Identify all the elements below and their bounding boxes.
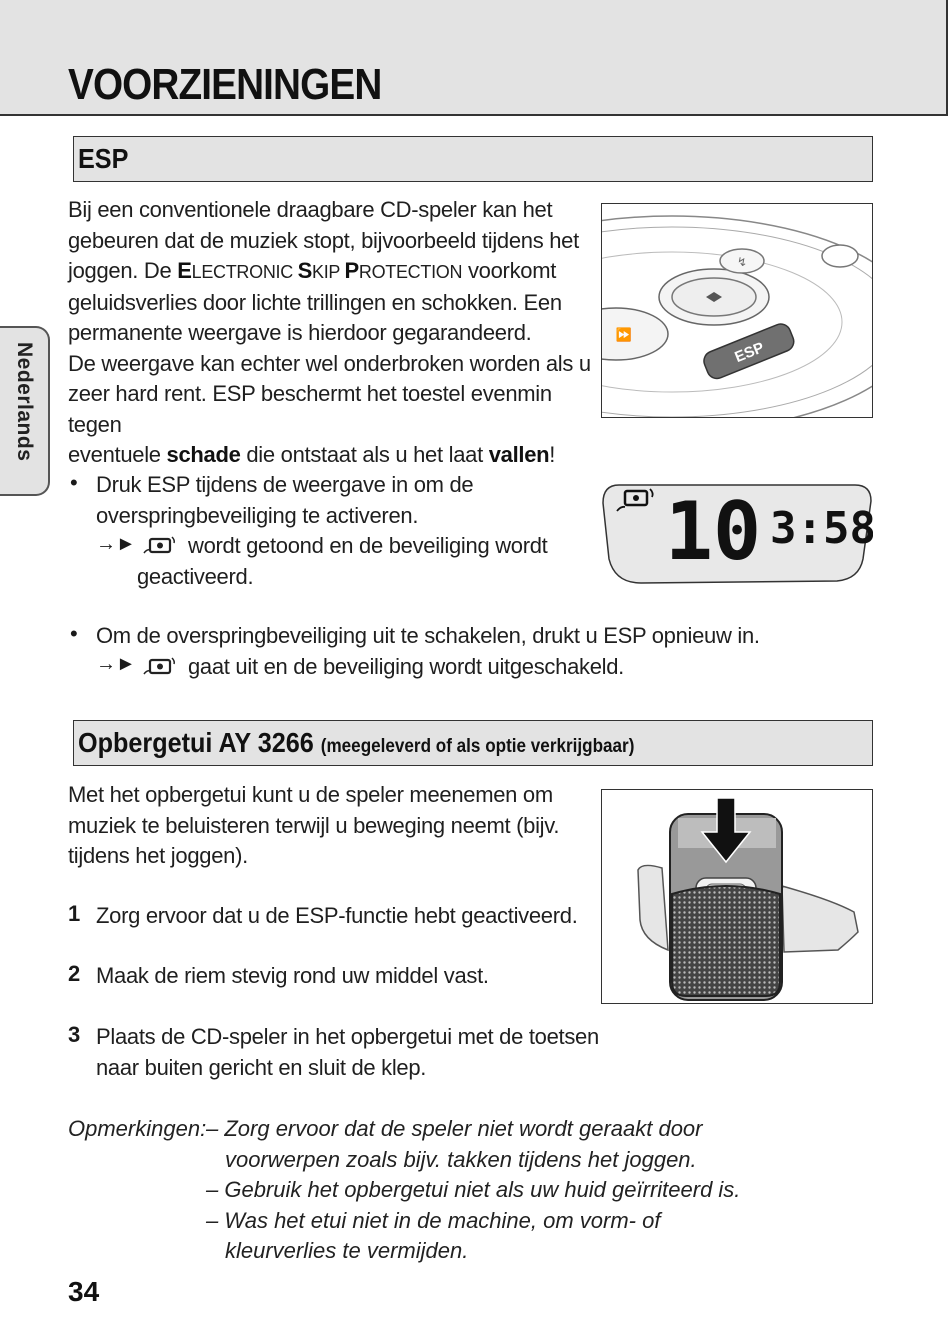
- acronym-letter: P: [344, 258, 359, 283]
- text-span: joggen. De: [68, 258, 178, 283]
- esp-line: [68, 440, 598, 471]
- lcd-time: 3:58: [770, 503, 873, 554]
- pouch-heading: [78, 721, 634, 769]
- text-span: ROTECTION: [358, 262, 463, 282]
- pouch-intro: [68, 780, 588, 872]
- esp-indicator-icon: [140, 654, 180, 680]
- notes-label: Opmerkingen:: [68, 1116, 207, 1141]
- esp-line: zeer hard rent. ESP beschermt het toestel evenmin tegen: [68, 381, 552, 437]
- note-line: voorwerpen zoals bijv. takken tijdens het joggen.: [225, 1146, 697, 1172]
- esp-heading: ESP: [78, 143, 129, 174]
- note-line: – Was het etui niet in de machine, om vorm- of: [206, 1207, 661, 1233]
- step-text: [96, 1022, 616, 1083]
- svg-text:↯: ↯: [736, 255, 748, 269]
- note-line: – Gebruik het opbergetui niet als uw huid geïrriteerd is.: [206, 1177, 741, 1202]
- acronym-letter: S: [297, 258, 312, 283]
- text-span: die ontstaat als u het laat: [240, 442, 489, 467]
- esp-line: Bij een conventionele draagbare CD-speler kan het: [68, 197, 553, 222]
- result-arrow-icon: →►: [96, 653, 136, 675]
- intro-line: tijdens het joggen).: [68, 843, 248, 868]
- lcd-display-figure: [601, 479, 873, 587]
- note-line: kleurverlies te vermijden.: [225, 1238, 469, 1263]
- esp-line: [68, 256, 598, 288]
- pouch-figure: [601, 789, 873, 1004]
- bullet-1-text: [96, 470, 596, 531]
- text-span: LECTRONIC: [191, 262, 298, 282]
- text-span: KIP: [312, 262, 345, 282]
- notes-list: [206, 1114, 766, 1267]
- result-2-text: gaat uit en de beveiliging wordt uitgeschakeld.: [188, 654, 624, 679]
- step-text: Zorg ervoor dat u de ESP-functie hebt geactiveerd.: [96, 903, 578, 928]
- emphasis: schade: [166, 442, 241, 467]
- result-arrow-icon: →►: [96, 533, 136, 555]
- page-title: VOORZIENINGEN: [68, 60, 382, 109]
- language-tab-label: Nederlands: [13, 342, 36, 462]
- pouch-heading-sub: (meegeleverd of als optie verkrijgbaar): [320, 736, 635, 757]
- bullet-marker: •: [70, 470, 78, 495]
- result-line: wordt getoond en de beveiliging wordt: [188, 533, 548, 558]
- pouch-section-header: [73, 720, 873, 766]
- step-text: Maak de riem stevig rond uw middel vast.: [96, 963, 489, 988]
- bullet-line: overspringbeveiliging te activeren.: [96, 502, 419, 528]
- language-tab: [0, 326, 50, 496]
- esp-line: gebeuren dat de muziek stopt, bijvoorbeeld tijdens het: [68, 227, 579, 253]
- text-span: eventuele: [68, 442, 167, 467]
- lcd-track-number: 10: [664, 485, 762, 578]
- svg-text:⏩: ⏩: [615, 328, 633, 343]
- bullet-2-text: Om de overspringbeveiliging uit te schakelen, drukt u ESP opnieuw in.: [96, 623, 760, 648]
- text-span: voorkomt: [462, 258, 557, 283]
- step-number: 3: [68, 1022, 81, 1047]
- step-number: 1: [68, 901, 81, 926]
- emphasis: vallen: [488, 442, 550, 467]
- intro-line: muziek te beluisteren terwijl u beweging neemt (bijv.: [68, 812, 560, 838]
- step-line: naar buiten gericht en sluit de klep.: [96, 1054, 427, 1080]
- player-buttons-figure: [601, 203, 873, 418]
- step-number: 2: [68, 961, 81, 986]
- text-span: !: [549, 442, 556, 467]
- esp-section-header: [73, 136, 873, 182]
- esp-line: De weergave kan echter wel onderbroken worden als u: [68, 350, 591, 376]
- result-line: geactiveerd.: [137, 563, 254, 589]
- player-buttons-illustration: [602, 204, 873, 418]
- page-number: 34: [68, 1276, 100, 1307]
- result-1-text: [137, 531, 577, 592]
- bullet-marker: •: [70, 621, 78, 646]
- pouch-heading-main: Opbergetui AY 3266: [78, 727, 314, 758]
- acronym-letter: E: [177, 258, 192, 283]
- note-line: – Zorg ervoor dat de speler niet wordt geraakt door: [206, 1116, 703, 1141]
- bullet-line: Druk ESP tijdens de weergave in om de: [96, 472, 474, 497]
- intro-line: Met het opbergetui kunt u de speler meenemen om: [68, 782, 553, 807]
- esp-line: permanente weergave is hierdoor gegarandeerd.: [68, 320, 532, 345]
- step-line: Plaats de CD-speler in het opbergetui met de toetsen: [96, 1024, 599, 1049]
- esp-button-label: ESP: [732, 339, 767, 367]
- lcd-display-illustration: [601, 479, 873, 587]
- esp-line: geluidsverlies door lichte trillingen en schokken. Een: [68, 289, 562, 315]
- esp-paragraph: [68, 195, 598, 471]
- pouch-illustration: [602, 790, 873, 1004]
